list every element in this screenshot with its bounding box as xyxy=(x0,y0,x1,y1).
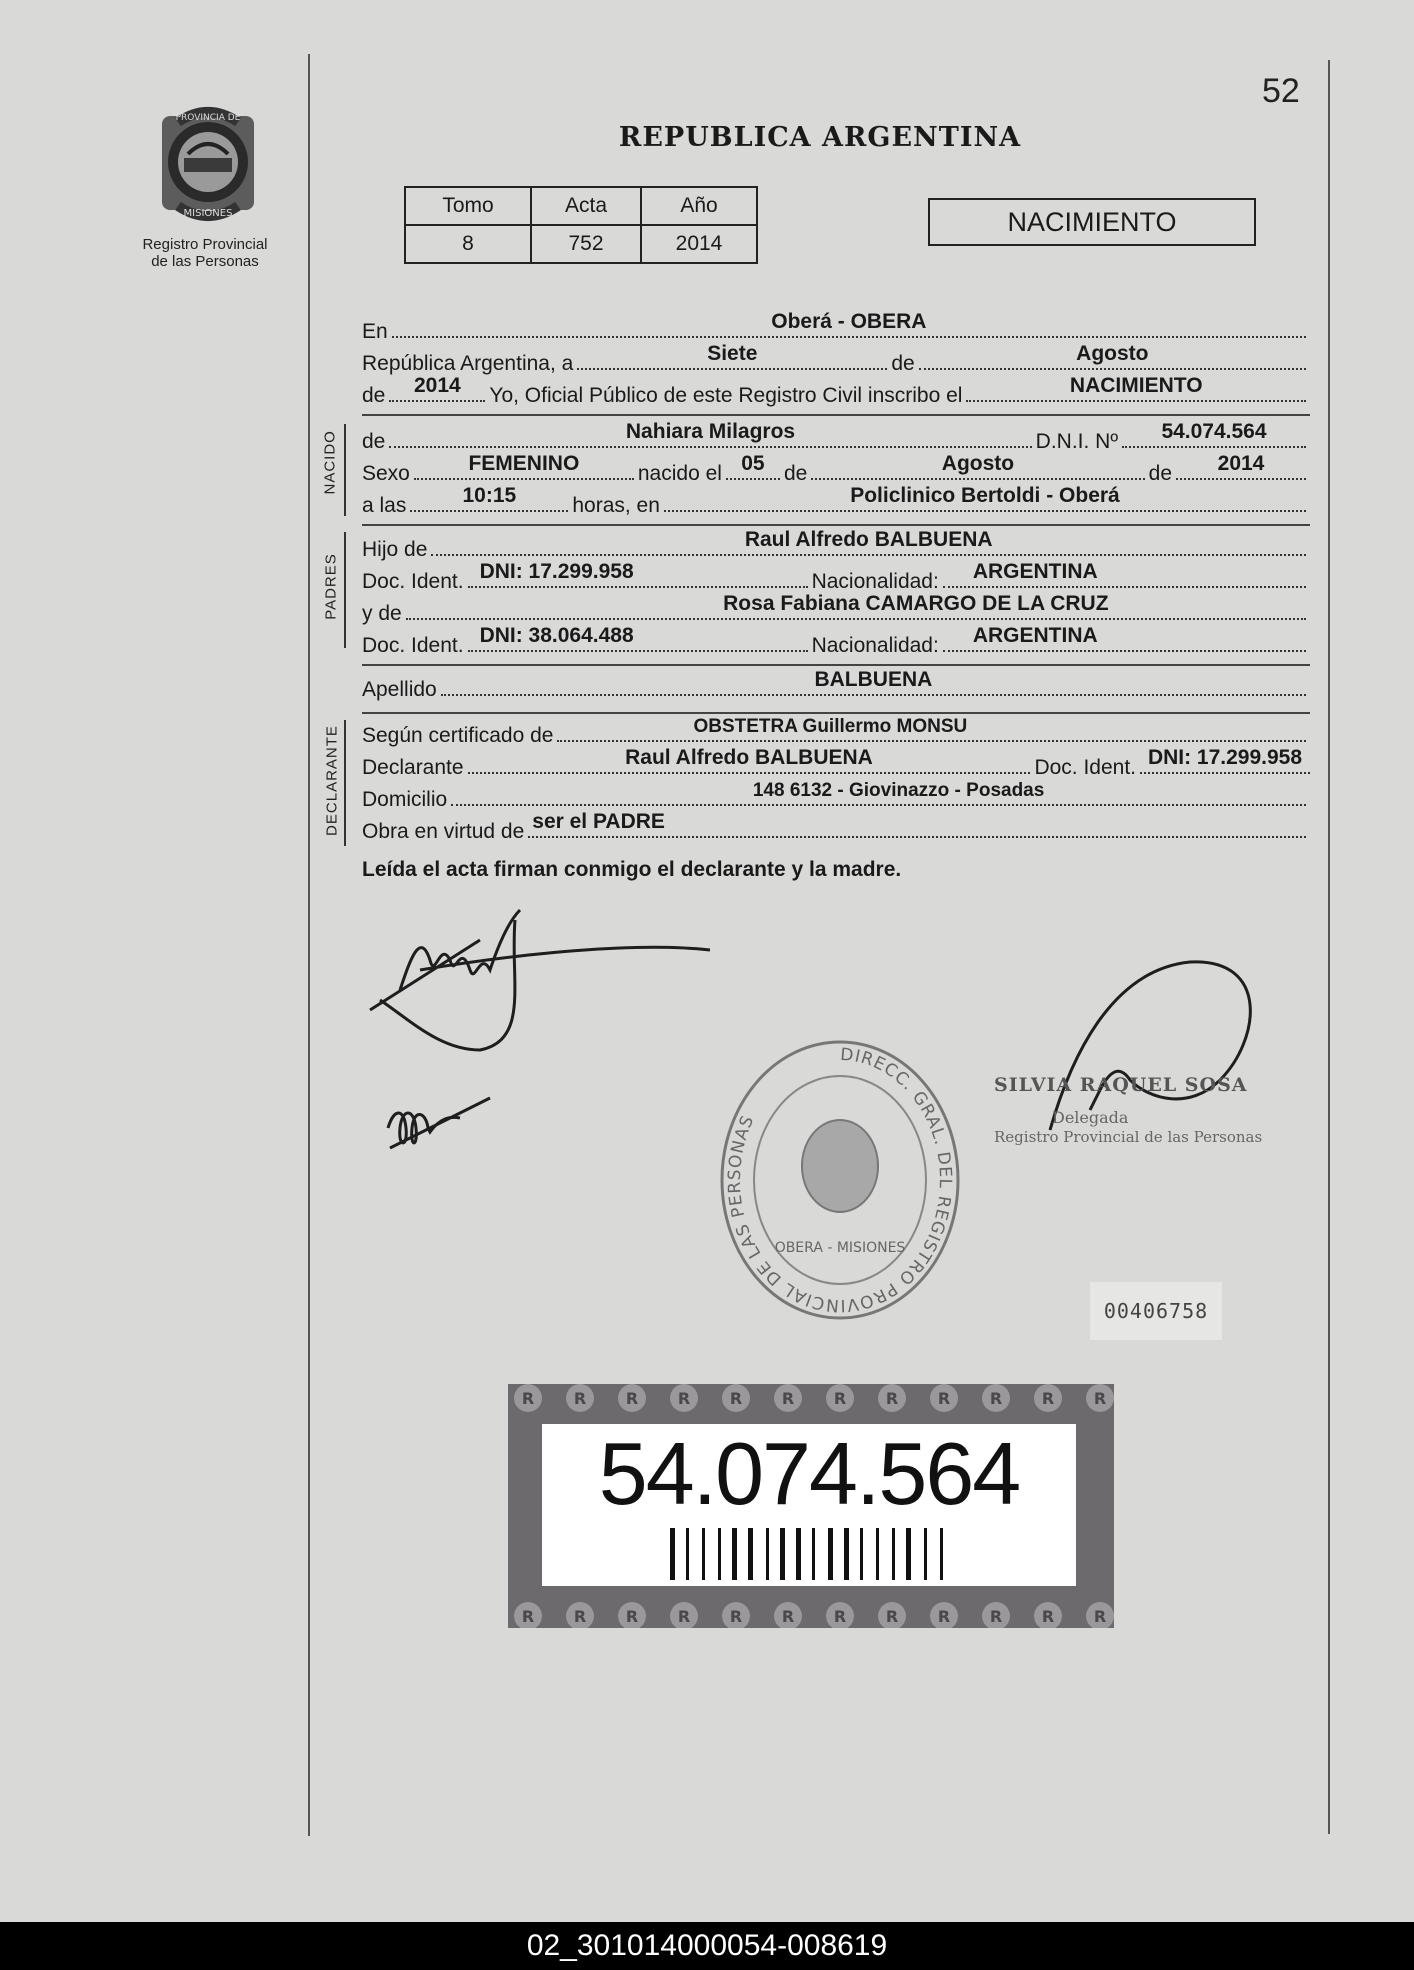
birth-place-value: Policlinico Bertoldi - Oberá xyxy=(850,484,1120,507)
sticker-pattern-letter: R xyxy=(833,1607,847,1626)
apellido-label: Apellido xyxy=(362,678,437,701)
sticker-pattern-letter: R xyxy=(937,1389,951,1408)
obra-value: ser el PADRE xyxy=(532,810,665,833)
sexo-value: FEMENINO xyxy=(468,452,580,475)
en-value: Oberá - OBERA xyxy=(771,310,927,333)
day-field xyxy=(577,340,887,370)
domicilio-field xyxy=(451,776,1306,806)
barcode-bar xyxy=(924,1528,927,1580)
father-value: Raul Alfredo BALBUENA xyxy=(744,528,993,551)
sticker-pattern-letter: R xyxy=(885,1607,899,1626)
serial-number: 00406758 xyxy=(1090,1282,1222,1340)
official-org-stamp: Registro Provincial de las Personas xyxy=(994,1128,1263,1146)
sticker-pattern-letter: R xyxy=(781,1389,795,1408)
birth-year-value: 2014 xyxy=(1217,452,1265,475)
declarante-doc-label: Doc. Ident. xyxy=(1034,756,1136,779)
time-value: 10:15 xyxy=(462,484,517,507)
birth-month-value: Agosto xyxy=(941,452,1015,475)
sticker-pattern-letter: R xyxy=(729,1607,743,1626)
sexo-field xyxy=(414,450,634,480)
birth-de-label-2: de xyxy=(1148,462,1172,485)
closing-statement: Leída el acta firman conmigo el declarante y la madre. xyxy=(362,858,902,881)
mother-doc-value: DNI: 38.064.488 xyxy=(479,624,634,647)
inscribo-field xyxy=(966,372,1306,402)
barcode-bar xyxy=(718,1528,721,1580)
registry-seal xyxy=(718,1030,962,1330)
sticker-pattern-letter: R xyxy=(1093,1607,1107,1626)
barcode-bar xyxy=(906,1528,911,1580)
obra-label: Obra en virtud de xyxy=(362,820,525,843)
cert-label: Según certificado de xyxy=(362,724,554,747)
sticker-pattern-letter: R xyxy=(677,1389,691,1408)
cert-value: OBSTETRA Guillermo MONSU xyxy=(693,716,968,737)
register-header-ano: Año xyxy=(641,187,757,225)
mother-nat-value: ARGENTINA xyxy=(972,624,1098,647)
barcode-bar xyxy=(780,1528,785,1580)
official-name-stamp: SILVIA RAQUEL SOSA xyxy=(994,1074,1248,1096)
barcode-bar xyxy=(748,1528,753,1580)
logo-caption xyxy=(120,236,290,270)
father-doc-field xyxy=(468,558,808,588)
month-field xyxy=(919,340,1306,370)
declarante-section-label: DECLARANTE xyxy=(323,725,341,836)
barcode-bar xyxy=(860,1528,863,1580)
barcode-bar xyxy=(812,1528,815,1580)
dni-field xyxy=(1122,418,1306,448)
sticker-pattern-letter: R xyxy=(521,1607,535,1626)
birth-de-label: de xyxy=(783,462,808,485)
father-nat-field xyxy=(943,558,1306,588)
sexo-label: Sexo xyxy=(362,462,410,485)
register-value-acta: 752 xyxy=(531,225,641,263)
register-header-acta: Acta xyxy=(531,187,641,225)
sticker-pattern-letter: R xyxy=(989,1389,1003,1408)
sticker-pattern-letter: R xyxy=(781,1607,795,1626)
barcode-bar xyxy=(702,1528,705,1580)
row-apellido xyxy=(362,670,1310,702)
declarante-label: Declarante xyxy=(362,756,464,779)
declarante-doc-value: DNI: 17.299.958 xyxy=(1147,746,1303,769)
seal-ring-text: DIRECC. GRAL. DEL REGISTRO PROVINCIAL DE LAS PERSONAS xyxy=(724,1044,956,1316)
y-de-label: y de xyxy=(362,602,402,625)
logo-caption-line2: de las Personas xyxy=(151,253,259,270)
alas-label: a las xyxy=(362,494,407,517)
time-field xyxy=(410,482,568,512)
sticker-pattern-letter: R xyxy=(521,1389,535,1408)
declarante-value: Raul Alfredo BALBUENA xyxy=(625,746,873,769)
apellido-field xyxy=(441,666,1306,696)
sticker-pattern-letter: R xyxy=(1041,1607,1055,1626)
dni-label: D.N.I. Nº xyxy=(1035,430,1118,453)
logo-ring-bottom-text: MISIONES xyxy=(183,208,233,219)
declarante-doc-field xyxy=(1140,744,1310,774)
padres-bracket xyxy=(344,532,346,648)
birth-year-field xyxy=(1176,450,1306,480)
republica-label: República Argentina, a xyxy=(362,352,574,375)
mother-field xyxy=(406,590,1306,620)
nacido-de-label: de xyxy=(362,430,386,453)
sticker-pattern-letter: R xyxy=(625,1389,639,1408)
birth-day-value: 05 xyxy=(741,452,765,475)
right-margin-line xyxy=(1328,60,1330,1834)
padres-section-label: PADRES xyxy=(322,553,340,620)
father-nat-label: Nacionalidad: xyxy=(811,570,939,593)
scan-file-id: 02_301014000054-008619 xyxy=(0,1922,1414,1970)
mother-doc-field xyxy=(468,622,808,652)
register-header-tomo: Tomo xyxy=(405,187,531,225)
register-table xyxy=(404,186,758,264)
sticker-pattern-letter: R xyxy=(937,1607,951,1626)
register-value-ano: 2014 xyxy=(641,225,757,263)
page-number: 52 xyxy=(1262,72,1300,110)
inscribo-label: Yo, Oficial Público de este Registro Civil inscribo el xyxy=(489,384,963,407)
sticker-white-area xyxy=(542,1424,1076,1586)
record-type-box: NACIMIENTO xyxy=(928,198,1256,246)
year-value: 2014 xyxy=(414,374,461,397)
birth-month-field xyxy=(811,450,1144,480)
sticker-pattern-letter: R xyxy=(677,1607,691,1626)
sticker-pattern-letter: R xyxy=(573,1607,587,1626)
register-value-tomo: 8 xyxy=(405,225,531,263)
domicilio-value: 148 6132 - Giovinazzo - Posadas xyxy=(752,780,1045,801)
nacido-bracket xyxy=(344,424,346,516)
official-role-stamp: Delegada xyxy=(1052,1108,1129,1127)
row-mother-doc xyxy=(362,626,1310,658)
father-field xyxy=(431,526,1306,556)
id-number-sticker xyxy=(508,1384,1114,1628)
barcode-bar xyxy=(940,1528,943,1580)
mother-value: Rosa Fabiana CAMARGO DE LA CRUZ xyxy=(723,592,1109,615)
day-value: Siete xyxy=(707,342,758,365)
barcode-bar xyxy=(828,1528,833,1580)
inscribo-value: NACIMIENTO xyxy=(1069,374,1203,397)
declarant-signature xyxy=(360,900,720,1060)
logo-caption-line1: Registro Provincial xyxy=(142,236,268,253)
sticker-pattern-letter: R xyxy=(1041,1389,1055,1408)
row-hora xyxy=(362,486,1310,518)
sticker-pattern-letter: R xyxy=(729,1389,743,1408)
sticker-pattern-letter: R xyxy=(885,1389,899,1408)
mother-signature xyxy=(380,1088,500,1168)
sticker-pattern-letter: R xyxy=(625,1607,639,1626)
year-field xyxy=(389,372,485,402)
logo-ring-top-text: PROVINCIA DE xyxy=(175,113,241,123)
birth-place-field xyxy=(664,482,1306,512)
sticker-pattern-letter: R xyxy=(989,1607,1003,1626)
barcode-bar xyxy=(892,1528,895,1580)
barcode-bar xyxy=(844,1528,849,1580)
document-title: REPUBLICA ARGENTINA xyxy=(618,122,1022,153)
barcode-bar xyxy=(670,1528,675,1580)
barcode-bar xyxy=(876,1528,879,1580)
name-field xyxy=(389,418,1031,448)
row-inscribo xyxy=(362,376,1310,408)
cert-field xyxy=(557,712,1306,742)
barcode-bar xyxy=(686,1528,689,1580)
divider-line xyxy=(362,414,1310,416)
en-label: En xyxy=(362,320,388,343)
de-label: de xyxy=(891,352,915,375)
barcode-bar xyxy=(796,1528,801,1580)
nacido-el-label: nacido el xyxy=(637,462,722,485)
name-value: Nahiara Milagros xyxy=(625,420,796,443)
declarante-field xyxy=(468,744,1031,774)
mother-nat-field xyxy=(943,622,1306,652)
barcode-bar xyxy=(766,1528,769,1580)
apellido-value: BALBUENA xyxy=(814,668,933,691)
province-shield-logo xyxy=(148,98,268,228)
mother-nat-label: Nacionalidad: xyxy=(811,634,939,657)
month-value: Agosto xyxy=(1076,342,1149,365)
barcode xyxy=(670,1528,1040,1580)
left-margin-line xyxy=(308,54,310,1836)
sticker-pattern-letter: R xyxy=(833,1389,847,1408)
father-doc-label: Doc. Ident. xyxy=(362,570,464,593)
en-field xyxy=(392,308,1306,338)
sticker-pattern-letter: R xyxy=(573,1389,587,1408)
mother-doc-label: Doc. Ident. xyxy=(362,634,464,657)
barcode-bar xyxy=(732,1528,737,1580)
birth-day-field xyxy=(726,450,780,480)
seal-inner-text: OBERA - MISIONES xyxy=(774,1240,906,1256)
sticker-pattern-letter: R xyxy=(1093,1389,1107,1408)
domicilio-label: Domicilio xyxy=(362,788,448,811)
row-obra xyxy=(362,812,1310,844)
sticker-id-number: 54.074.564 xyxy=(598,1424,1020,1523)
dni-value: 54.074.564 xyxy=(1161,420,1267,443)
year-prefix: de xyxy=(362,384,386,407)
father-doc-value: DNI: 17.299.958 xyxy=(479,560,634,583)
horas-label: horas, en xyxy=(572,494,660,517)
hijo-de-label: Hijo de xyxy=(362,538,428,561)
nacido-section-label: NACIDO xyxy=(321,430,339,495)
declarante-bracket xyxy=(344,720,346,846)
obra-field xyxy=(528,808,1306,838)
father-nat-value: ARGENTINA xyxy=(972,560,1098,583)
